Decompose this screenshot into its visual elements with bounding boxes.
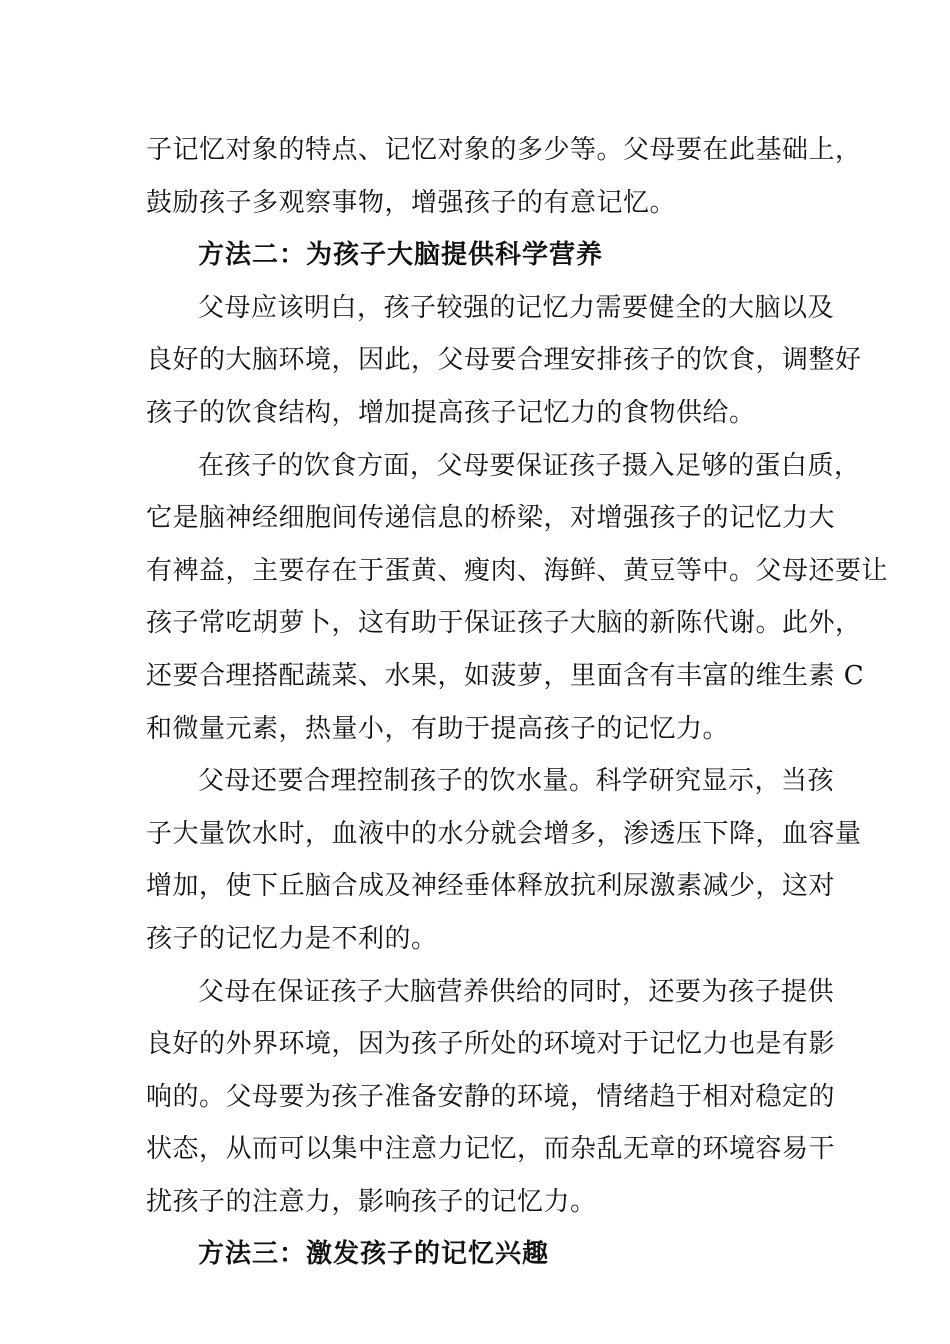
body-line: 扰孩子的注意力，影响孩子的记忆力。 (146, 1186, 597, 1217)
section-heading: 方法二：为孩子大脑提供科学营养 (198, 240, 604, 271)
body-line: 增加，使下丘脑合成及神经垂体释放抗利尿激素减少，这对 (146, 871, 836, 902)
body-line: 良好的外界环境，因为孩子所处的环境对于记忆力也是有影 (146, 1029, 836, 1060)
paragraph-first-line: 在孩子的饮食方面，父母要保证孩子摄入足够的蛋白质， (198, 450, 861, 481)
body-line: 还要合理搭配蔬菜、水果，如菠萝，里面含有丰富的维生素 C (146, 660, 865, 691)
body-line: 良好的大脑环境，因此，父母要合理安排孩子的饮食，调整好 (146, 345, 862, 376)
body-line: 有裨益，主要存在于蛋黄、瘦肉、海鲜、黄豆等中。父母还要让 (146, 555, 889, 586)
section-heading: 方法三：激发孩子的记忆兴趣 (198, 1239, 550, 1270)
body-line: 子大量饮水时，血液中的水分就会增多，渗透压下降，血容量 (146, 818, 862, 849)
body-line: 孩子的饮食结构，增加提高孩子记忆力的食物供给。 (146, 397, 756, 428)
body-line: 子记忆对象的特点、记忆对象的多少等。父母要在此基础上， (146, 135, 862, 165)
body-line: 鼓励孩子多观察事物，增强孩子的有意记忆。 (146, 187, 677, 218)
document-body (146, 124, 889, 1281)
body-line: 孩子的记忆力是不利的。 (146, 923, 438, 954)
body-line: 和微量元素，热量小，有助于提高孩子的记忆力。 (146, 713, 730, 744)
paragraph-first-line: 父母应该明白，孩子较强的记忆力需要健全的大脑以及 (198, 292, 835, 323)
body-line: 它是脑神经细胞间传递信息的桥梁，对增强孩子的记忆力大 (146, 503, 836, 534)
body-line: 孩子常吃胡萝卜，这有助于保证孩子大脑的新陈代谢。此外， (146, 608, 862, 639)
body-line: 响的。父母要为孩子准备安静的环境，情绪趋于相对稳定的 (146, 1081, 836, 1112)
body-line: 状态，从而可以集中注意力记忆，而杂乱无章的环境容易干 (146, 1134, 836, 1165)
paragraph-first-line: 父母还要合理控制孩子的饮水量。科学研究显示，当孩 (198, 766, 835, 797)
paragraph-first-line: 父母在保证孩子大脑营养供给的同时，还要为孩子提供 (198, 976, 835, 1007)
